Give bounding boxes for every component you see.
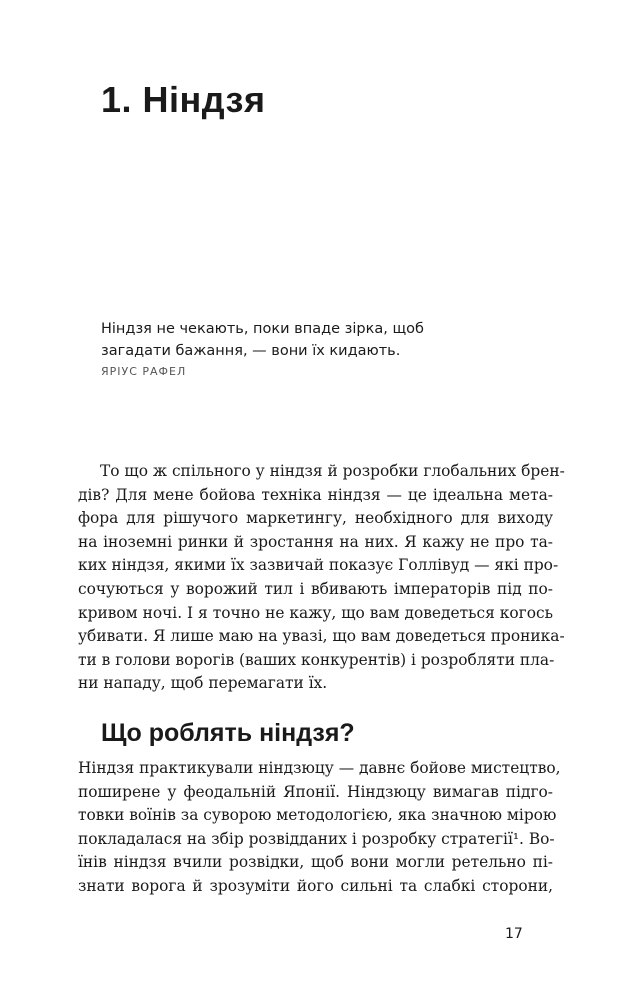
- paragraph-line: покладалася на збір розвідданих і розробку стратегії¹. Во-: [78, 829, 555, 848]
- paragraph-line: ни нападу, щоб перемагати їх.: [78, 674, 328, 693]
- paragraph-line: Ніндзя практикували ніндзюцу — давнє бойове мистецтво,: [78, 759, 561, 777]
- paragraph-line: ти в голови ворогів (ваших конкурентів) і розробляти пла-: [78, 650, 555, 669]
- paragraph-line: знати ворога й зрозуміти його сильні та слабкі сторони,: [78, 876, 553, 895]
- epigraph-line: загадати бажання, — вони їх кидають.: [101, 343, 401, 359]
- paragraph-line: товки воїнів за суворою методологією, яка значною мірою: [78, 806, 557, 825]
- chapter-title: 1. Ніндзя: [101, 79, 266, 120]
- paragraph-line: на іноземні ринки й зростання на них. Я кажу не про та-: [78, 532, 553, 551]
- paragraph-line: ких ніндзя, якими їх зазвичай показує Голлівуд — які про-: [78, 556, 559, 575]
- paragraph-line: сочуються у ворожий тил і вбивають імператорів під по-: [78, 579, 553, 598]
- epigraph: [101, 318, 431, 380]
- paragraph-line: їнів ніндзя вчили розвідки, щоб вони могли ретельно пі-: [78, 853, 553, 872]
- paragraph-line: дів? Для мене бойова техніка ніндзя — це ідеальна мета-: [78, 485, 553, 504]
- paragraph-line: кривом ночі. І я точно не кажу, що вам доведеться когось: [78, 603, 553, 622]
- paragraph-line: То що ж спільного у ніндзя й розробки глобальних брен-: [100, 462, 565, 480]
- paragraph-line: убивати. Я лише маю на увазі, що вам доведеться проника-: [78, 627, 565, 646]
- paragraph-line: фора для рішучого маркетингу, необхідного для виходу: [78, 509, 553, 528]
- page-number: 17: [505, 926, 523, 942]
- body-paragraph-ninjutsu: [78, 757, 561, 899]
- paragraph-line: поширене у феодальній Японії. Ніндзюцу вимагав підго-: [78, 782, 553, 801]
- epigraph-author: ЯРІУС РАФЕЛ: [101, 365, 187, 378]
- body-paragraph-intro: [78, 460, 565, 696]
- section-heading: Що роблять ніндзя?: [101, 719, 355, 747]
- epigraph-line: Ніндзя не чекають, поки впаде зірка, щоб: [101, 321, 424, 337]
